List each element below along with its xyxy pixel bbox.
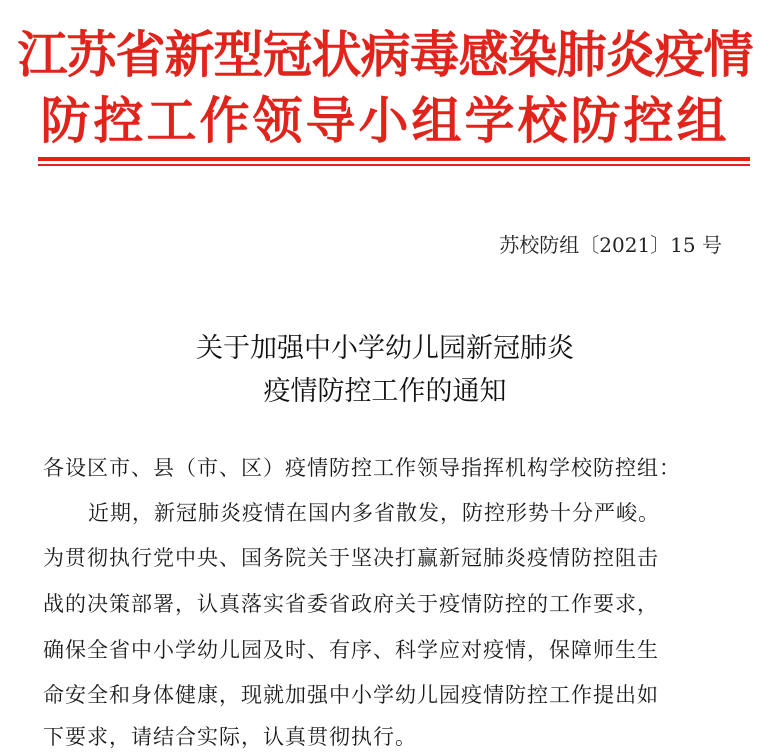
org-title-line-1: 江苏省新型冠状病毒感染肺炎疫情: [17, 25, 753, 84]
notice-title-line-2: 疫情防控工作的通知: [263, 376, 507, 407]
addressee-line: 各设区市、县（市、区）疫情防控工作领导指挥机构学校防控组：: [43, 456, 681, 480]
body-text-line: 下要求，请结合实际，认真贯彻执行。: [43, 725, 417, 749]
body-text-line: 命安全和身体健康，现就加强中小学幼儿园疫情防控工作提出如: [43, 683, 659, 707]
body-text-line: 确保全省中小学幼儿园及时、有序、科学应对疫情，保障师生生: [43, 638, 659, 662]
org-title-line-2: 防控工作领导小组学校防控组: [40, 91, 730, 150]
document-number: 苏校防组〔2021〕15 号: [499, 233, 722, 257]
red-header-rule-thin: [38, 164, 750, 166]
red-header-rule-thick: [38, 157, 750, 161]
notice-title-line-1: 关于加强中小学幼儿园新冠肺炎: [196, 333, 574, 364]
body-text-line: 战的决策部署，认真落实省委省政府关于疫情防控的工作要求，: [43, 592, 659, 616]
body-text-line: 近期，新冠肺炎疫情在国内多省散发，防控形势十分严峻。: [88, 501, 660, 525]
body-text-line: 为贯彻执行党中央、国务院关于坚决打赢新冠肺炎疫情防控阻击: [43, 546, 659, 570]
